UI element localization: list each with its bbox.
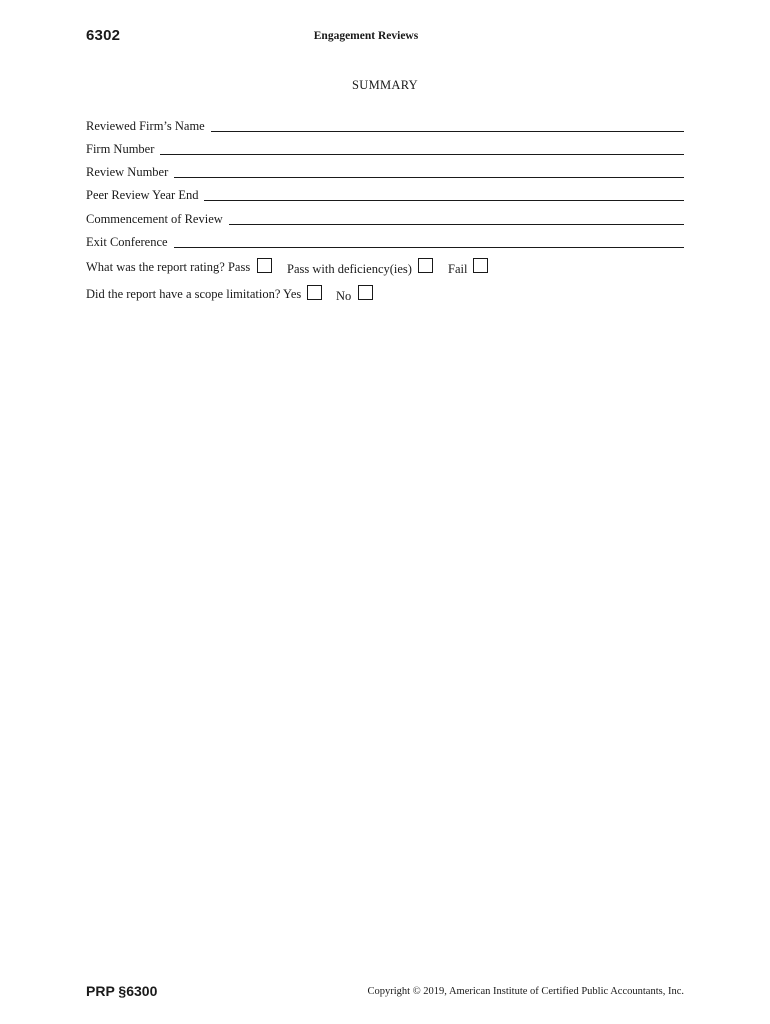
section-reference: PRP §6300 <box>86 983 158 999</box>
field-label: Review Number <box>86 165 169 179</box>
copyright-notice: Copyright © 2019, American Institute of Certified Public Accountants, Inc. <box>367 986 684 997</box>
field-reviewed-firm-name <box>86 116 684 134</box>
scope-no-checkbox[interactable] <box>358 285 373 300</box>
pass-checkbox[interactable] <box>257 258 272 273</box>
fail-checkbox[interactable] <box>473 258 488 273</box>
reviewed-firm-name-input[interactable] <box>211 116 684 132</box>
field-exit-conference <box>86 232 684 250</box>
scope-question-prompt: Did the report have a scope limitation? Yes <box>86 287 302 301</box>
field-label: Exit Conference <box>86 235 168 249</box>
field-label: Commencement of Review <box>86 212 223 226</box>
exit-conference-input[interactable] <box>174 232 684 248</box>
field-label: Reviewed Firm’s Name <box>86 119 205 133</box>
field-label: Peer Review Year End <box>86 188 199 202</box>
commencement-of-review-input[interactable] <box>229 209 684 225</box>
page-title: SUMMARY <box>351 78 418 92</box>
pass-with-deficiency-checkbox[interactable] <box>418 258 433 273</box>
firm-number-input[interactable] <box>160 139 684 155</box>
field-label: Firm Number <box>86 142 155 156</box>
page-number: 6302 <box>86 27 121 44</box>
field-peer-review-year-end <box>86 185 684 203</box>
review-number-input[interactable] <box>174 162 684 178</box>
fail-label: Fail <box>448 262 468 276</box>
scope-no-label: No <box>336 289 352 303</box>
rating-question-prompt: What was the report rating? Pass <box>86 260 251 274</box>
running-head: Engagement Reviews <box>313 30 419 42</box>
peer-review-year-end-input[interactable] <box>204 185 684 201</box>
field-commencement-of-review <box>86 209 684 227</box>
scope-yes-checkbox[interactable] <box>307 285 322 300</box>
field-review-number <box>86 162 684 180</box>
pass-with-deficiency-label: Pass with deficiency(ies) <box>287 262 412 276</box>
field-firm-number <box>86 139 684 157</box>
